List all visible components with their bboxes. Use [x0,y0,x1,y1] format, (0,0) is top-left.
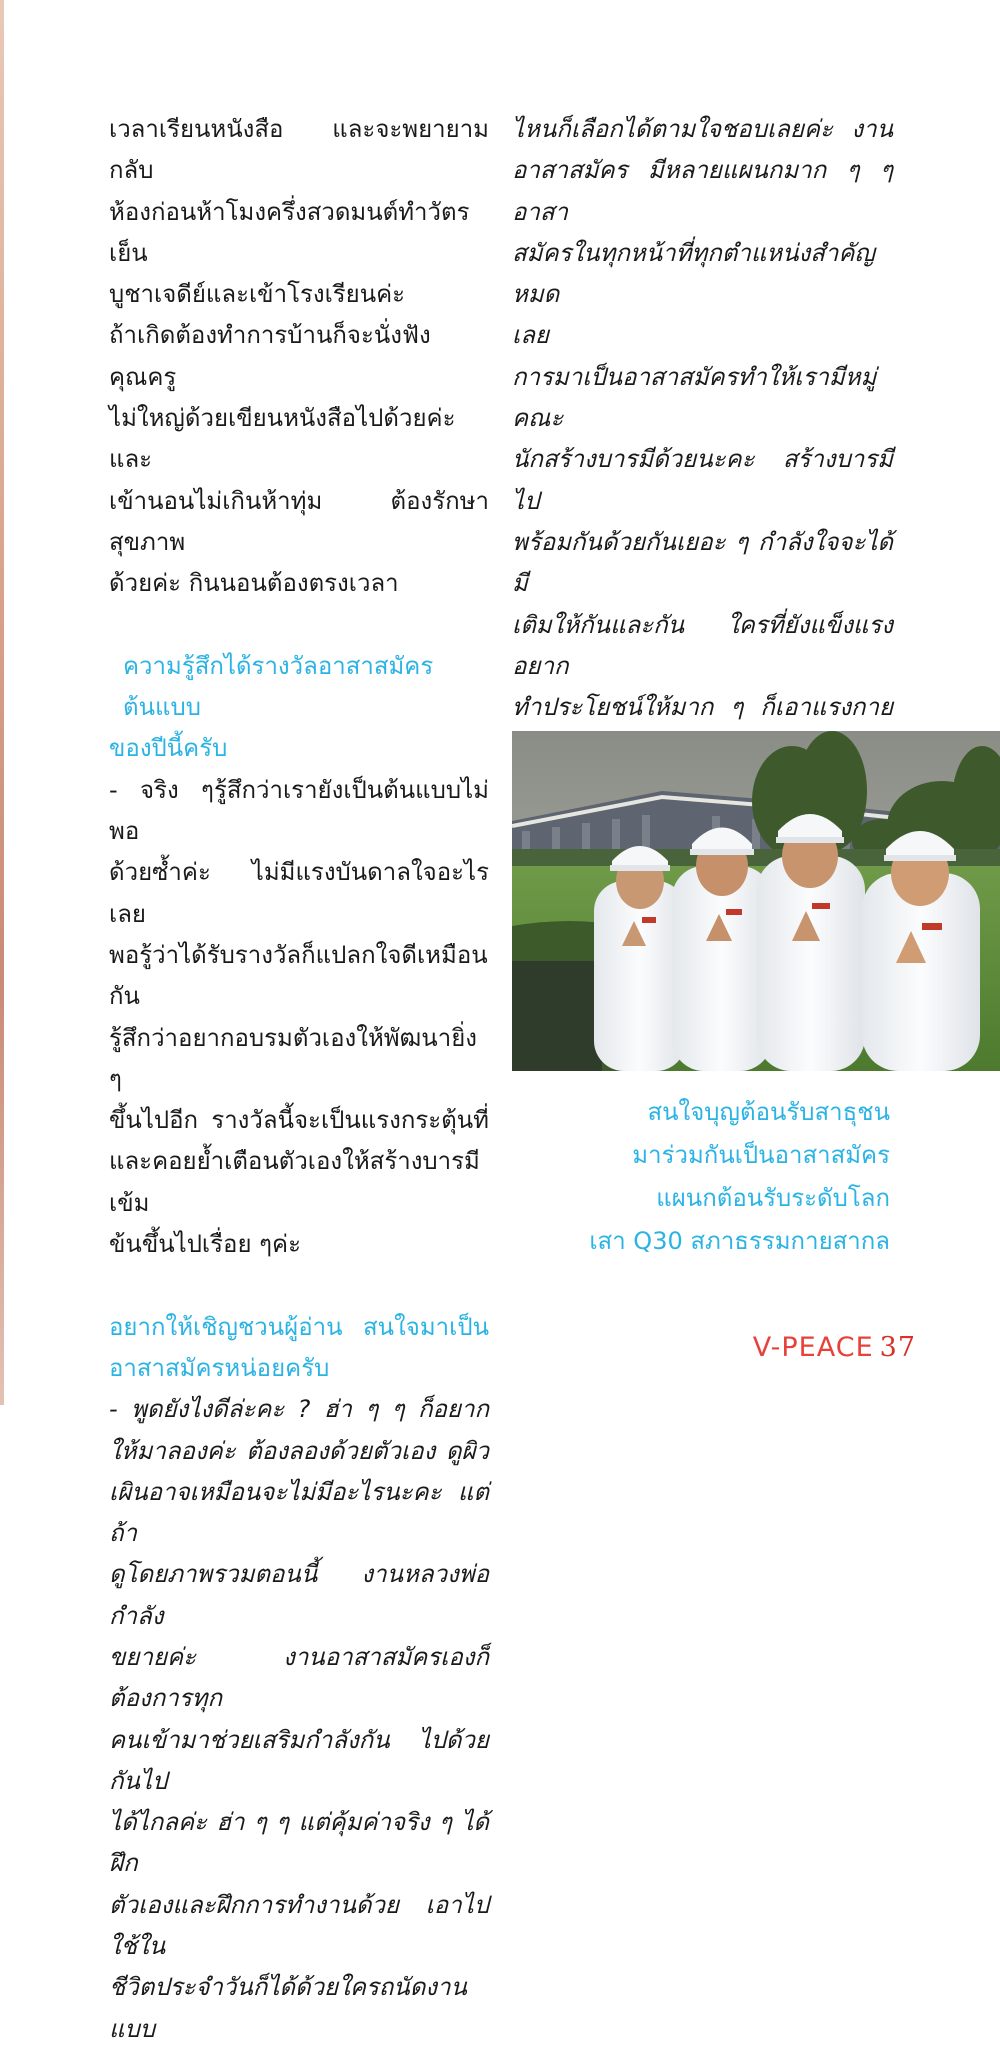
caption-line: สนใจบุญต้อนรับสาธุชน [647,1098,890,1126]
text-line: ขยายค่ะ งานอาสาสมัครเองก็ต้องการทุก [109,1642,489,1713]
left-column [109,109,489,2050]
text-line: ความรู้สึกได้รางวัลอาสาสมัครต้นแบบ [123,651,434,722]
text-line: อาสาสมัครหน่อยครับ [109,1353,330,1382]
text-line: อยากให้เชิญชวนผู้อ่าน สนใจมาเป็น [109,1312,489,1341]
magazine-name: V-PEACE [752,1332,874,1363]
question-heading-invite [109,1307,489,1390]
text-line: - พูดยังไงดีล่ะคะ ? ฮ่า ๆ ๆ ก็อยาก [109,1395,489,1424]
caption-line: มาร่วมกันเป็นอาสาสมัคร [632,1141,890,1169]
text-line: ไหนก็เลือกได้ตามใจชอบเลยค่ะ งาน [512,115,893,143]
text-line: ตัวเองและฝึกการทำงานด้วย เอาไปใช้ใน [109,1890,489,1961]
text-line: และคอยย้ำเตือนตัวเองให้สร้างบารมีเข้ม [109,1147,480,1217]
spacer [109,605,489,646]
spacer [109,1265,489,1306]
text-line: ดูโดยภาพรวมตอนนี้ งานหลวงพ่อกำลัง [109,1560,489,1630]
text-line: เติมให้กันและกัน ใครที่ยังแข็งแรง อยาก [512,610,893,680]
text-line: ให้มาลองค่ะ ต้องลองด้วยตัวเอง ดูผิว [109,1436,489,1465]
text-line: ทำประโยชน์ให้มาก ๆ ก็เอาแรงกาย [512,693,893,722]
right-column [512,109,893,811]
page-number: 37 [879,1332,916,1363]
text-line: ด้วยค่ะ กินนอนต้องตรงเวลา [109,569,399,598]
text-line: เผินอาจเหมือนจะไม่มีอะไรนะคะ แต่ถ้า [109,1477,489,1548]
caption-line: แผนกต้อนรับระดับโลก [656,1184,890,1212]
text-line: ไม่ใหญ่ด้วยเขียนหนังสือไปด้วยค่ะ และ [109,404,456,474]
text-line: ได้ไกลค่ะ ฮ่า ๆ ๆ แต่คุ้มค่าจริง ๆ ได้ฝึก [109,1808,489,1878]
text-line: พร้อมกันด้วยกันเยอะ ๆ กำลังใจจะได้มี [512,527,893,598]
text-line: เวลาเรียนหนังสือ และจะพยายามกลับ [109,115,489,185]
text-line: ด้วยซ้ำค่ะ ไม่มีแรงบันดาลใจอะไรเลย [109,858,489,928]
text-line: สมัครในทุกหน้าที่ทุกตำแหน่งสำคัญหมด [512,238,875,309]
text-line: ห้องก่อนห้าโมงครึ่งสวดมนต์ทำวัตรเย็น [109,197,470,267]
page-edge-strip [0,0,4,1405]
text-line: เลย [512,321,549,350]
text-line: ถ้าเกิดต้องทำการบ้านก็จะนั่งฟังคุณครู [109,321,431,391]
answer-award [109,770,489,1266]
paragraph-homework [109,315,489,604]
text-line: ข้นขึ้นไปเรื่อย ๆค่ะ [109,1230,301,1259]
text-line: เข้านอนไม่เกินห้าทุ่ม ต้องรักษาสุขภาพ [109,486,489,556]
paragraph-departments [512,109,893,357]
question-heading-award [109,646,489,770]
text-line: รู้สึกว่าอยากอบรมตัวเองให้พัฒนายิ่ง ๆ [109,1023,477,1093]
text-line: การมาเป็นอาสาสมัครทำให้เรามีหมู่คณะ [512,362,877,433]
text-line: บูชาเจดีย์และเข้าโรงเรียนค่ะ [109,280,406,309]
text-line: พอรู้ว่าได้รับรางวัลก็แปลกใจดีเหมือนกัน [109,940,488,1011]
paragraph-schedule [109,109,489,315]
text-line: ของปีนี้ครับ [109,734,228,763]
text-line: ขึ้นไปอีก รางวัลนี้จะเป็นแรงกระตุ้นที่ [109,1106,489,1135]
answer-invite [109,1389,489,2050]
text-line: ชีวิตประจำวันก็ได้ด้วยใครถนัดงานแบบ [109,1973,467,2043]
text-line: - จริง ๆรู้สึกว่าเรายังเป็นต้นแบบไม่พอ [109,775,489,846]
volunteers-photo [512,731,1000,1071]
text-line: นักสร้างบารมีด้วยนะคะ สร้างบารมีไป [512,445,893,515]
text-line: คนเข้ามาช่วยเสริมกำลังกัน ไปด้วยกันไป [109,1725,489,1795]
caption-line: เสา Q30 สภาธรรมกายสากล [589,1227,890,1255]
photo-caption [589,1091,890,1263]
page-footer [753,1332,916,1363]
text-line: อาสาสมัคร มีหลายแผนกมาก ๆ ๆ อาสา [512,156,893,226]
